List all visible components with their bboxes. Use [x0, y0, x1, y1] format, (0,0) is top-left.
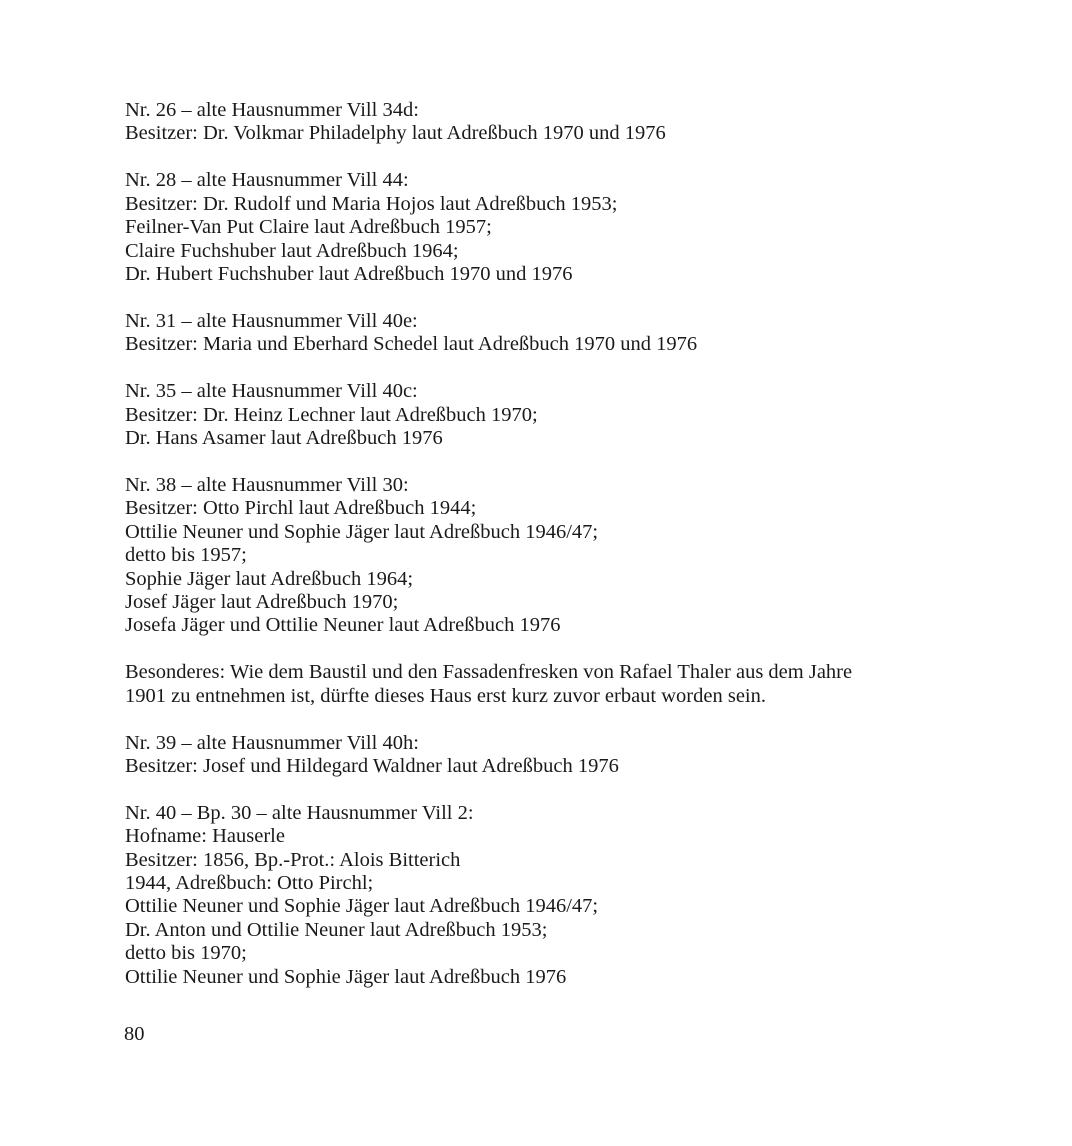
entry-line: Josefa Jäger und Ottilie Neuner laut Adreßbuch 1976 [125, 614, 561, 637]
entry-line: Ottilie Neuner und Sophie Jäger laut Adreßbuch 1976 [125, 965, 567, 988]
entry-line: 1944, Adreßbuch: Otto Pirchl; [125, 872, 374, 895]
entry-heading: Nr. 31 – alte Hausnummer Vill 40e: [125, 309, 418, 332]
entry-line: Ottilie Neuner und Sophie Jäger laut Adreßbuch 1946/47; [125, 520, 599, 543]
entry-heading: Nr. 26 – alte Hausnummer Vill 34d: [125, 99, 419, 121]
entry-line: Besitzer: Dr. Heinz Lechner laut Adreßbuch 1970; [125, 403, 538, 426]
entry-line: Dr. Hubert Fuchshuber laut Adreßbuch 1970 und 1976 [125, 262, 573, 285]
entry-line: Claire Fuchshuber laut Adreßbuch 1964; [125, 239, 459, 262]
entry-nr-40 [125, 802, 1025, 989]
entry-heading: Nr. 28 – alte Hausnummer Vill 44: [125, 169, 409, 192]
entry-nr-28 [125, 169, 1025, 286]
entry-nr-35 [125, 380, 1025, 450]
entry-line: Besitzer: Dr. Rudolf und Maria Hojos laut Adreßbuch 1953; [125, 192, 618, 215]
entry-nr-38 [125, 474, 1025, 638]
note-line: 1901 zu entnehmen ist, dürfte dieses Haus erst kurz zuvor erbaut worden sein. [125, 684, 767, 707]
entry-line: detto bis 1970; [125, 942, 247, 965]
note-line: Besonderes: Wie dem Baustil und den Fassadenfresken von Rafael Thaler aus dem Jahre [125, 661, 853, 684]
entry-line: Josef Jäger laut Adreßbuch 1970; [125, 590, 399, 613]
entry-line: Hofname: Hauserle [125, 825, 285, 848]
entry-nr-31 [125, 310, 1025, 357]
entry-line: Besitzer: Otto Pirchl laut Adreßbuch 1944; [125, 497, 477, 520]
entry-line: Ottilie Neuner und Sophie Jäger laut Adreßbuch 1946/47; [125, 895, 599, 918]
entry-nr-26 [125, 99, 1025, 146]
entry-line: Sophie Jäger laut Adreßbuch 1964; [125, 567, 414, 590]
entry-besonderes-note [125, 661, 1025, 708]
entry-line: Besitzer: 1856, Bp.-Prot.: Alois Bitterich [125, 848, 461, 871]
entry-nr-39 [125, 732, 1025, 779]
entry-line: detto bis 1957; [125, 544, 247, 567]
entry-line: Besitzer: Dr. Volkmar Philadelphy laut Adreßbuch 1970 und 1976 [125, 122, 666, 145]
entry-line: Besitzer: Josef und Hildegard Waldner laut Adreßbuch 1976 [125, 754, 619, 777]
entry-heading: Nr. 39 – alte Hausnummer Vill 40h: [125, 731, 419, 754]
entry-line: Dr. Hans Asamer laut Adreßbuch 1976 [125, 426, 443, 449]
document-body [125, 99, 1025, 1013]
entry-heading: Nr. 35 – alte Hausnummer Vill 40c: [125, 380, 418, 403]
entry-line: Besitzer: Maria und Eberhard Schedel laut Adreßbuch 1970 und 1976 [125, 333, 698, 356]
page-number: 80 [124, 1023, 145, 1045]
entry-line: Dr. Anton und Ottilie Neuner laut Adreßbuch 1953; [125, 918, 548, 941]
entry-line: Feilner-Van Put Claire laut Adreßbuch 1957; [125, 216, 492, 239]
entry-heading: Nr. 38 – alte Hausnummer Vill 30: [125, 473, 409, 496]
entry-heading: Nr. 40 – Bp. 30 – alte Hausnummer Vill 2: [125, 801, 474, 824]
